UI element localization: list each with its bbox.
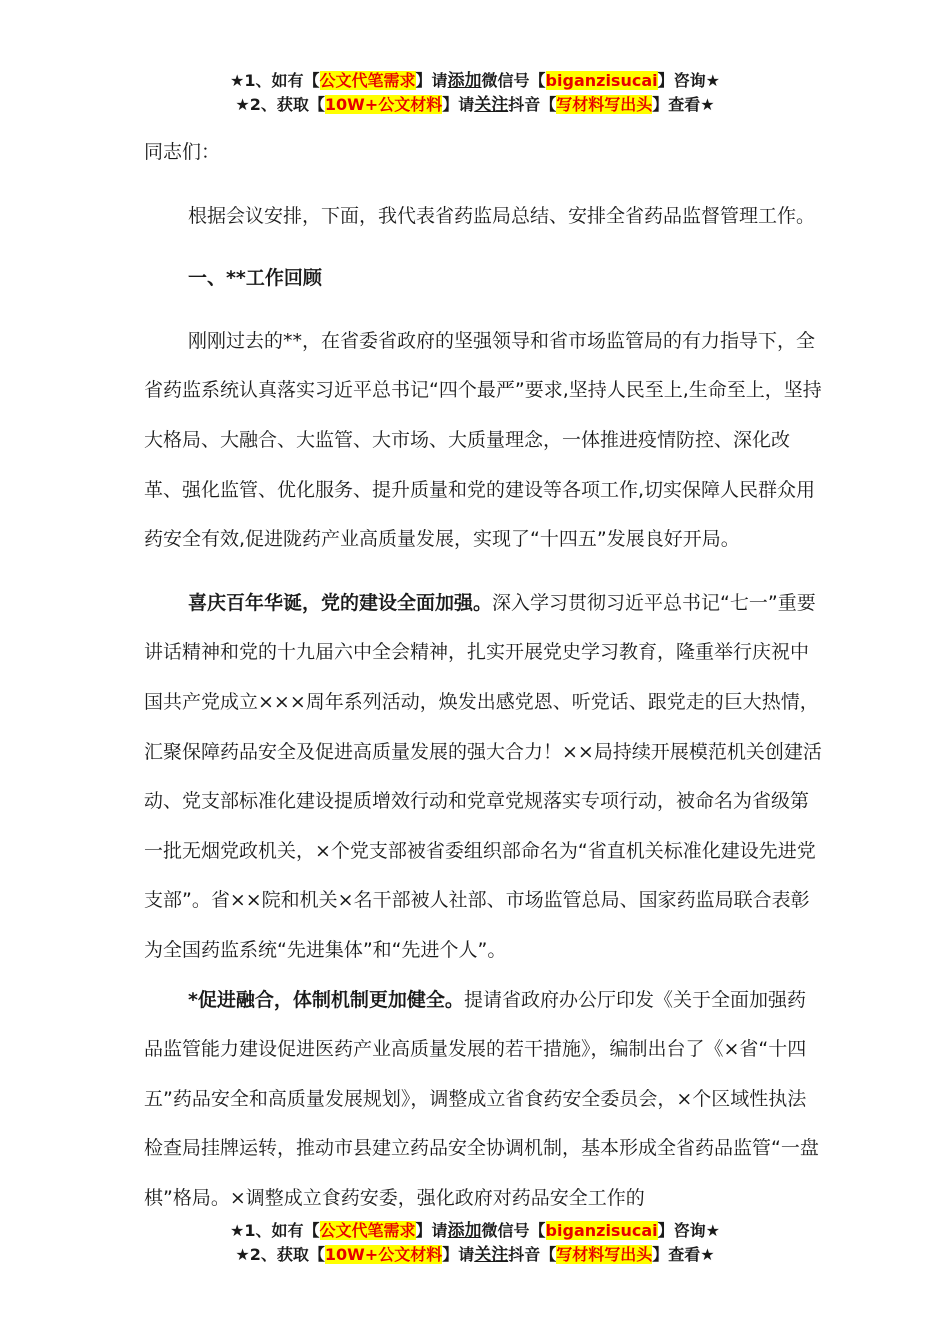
promo-underlined: 添加 bbox=[447, 71, 482, 91]
promo-text: 抖音【 bbox=[508, 1245, 557, 1264]
promo-underlined: 添加 bbox=[447, 1221, 482, 1241]
promo-banner-top bbox=[0, 69, 950, 117]
promo-highlight: 写材料写出头 bbox=[556, 95, 653, 114]
document-body bbox=[144, 128, 824, 1223]
promo-text: 】查看★ bbox=[652, 1245, 715, 1264]
promo-text: 微信号【 bbox=[481, 1221, 546, 1240]
promo-line-1 bbox=[0, 1219, 950, 1243]
paragraph-body: 深入学习贯彻习近平总书记“七一”重要讲话精神和党的十九届六中全会精神，扎实开展党史学习教育，隆重举行庆祝中国共产党成立×××周年系列活动，焕发出感党恩、听党话、跟党走的巨大热情，汇聚保障药品安全及促进高质量发展的强大合力！××局持续开展模范机关创建活动、党支部标准化建设提质增效行动和党章党规落实专项行动，被命名为省级第一批无烟党政机关，×个党支部被省委组织部命名为“省直机关标准化建设先进党支部”。省××院和机关×名干部被人社部、市场监管总局、国家药监局联合表彰为全国药监系统“先进集体”和“先进个人”。 bbox=[144, 591, 822, 961]
promo-banner-bottom bbox=[0, 1219, 950, 1267]
promo-text: 】查看★ bbox=[652, 95, 715, 114]
promo-line-1 bbox=[0, 69, 950, 93]
promo-text: ★2、获取【 bbox=[235, 95, 325, 114]
intro-paragraph: 根据会议安排，下面，我代表省药监局总结、安排全省药品监督管理工作。 bbox=[188, 204, 816, 227]
promo-underlined: 关注 bbox=[474, 95, 509, 115]
promo-text: 】请 bbox=[442, 95, 475, 114]
promo-text: 抖音【 bbox=[508, 95, 557, 114]
promo-highlight: biganzisucai bbox=[545, 1221, 658, 1240]
party-building-paragraph bbox=[144, 579, 824, 976]
paragraph-lead: *促进融合，体制机制更加健全。 bbox=[188, 988, 464, 1011]
promo-text: 】请 bbox=[442, 1245, 475, 1264]
promo-text: ★1、如有【 bbox=[230, 1221, 320, 1240]
promo-highlight: 10W+公文材料 bbox=[324, 1245, 443, 1264]
promo-underlined: 关注 bbox=[474, 1245, 509, 1265]
promo-text: 】咨询★ bbox=[657, 1221, 720, 1240]
promo-highlight: 10W+公文材料 bbox=[324, 95, 443, 114]
promo-highlight: 写材料写出头 bbox=[556, 1245, 653, 1264]
promo-line-2 bbox=[0, 93, 950, 117]
review-paragraph: 刚刚过去的**，在省委省政府的坚强领导和省市场监管局的有力指导下，全省药监系统认真落实习近平总书记“四个最严”要求,坚持人民至上,生命至上，坚持大格局、大融合、大监管、大市场、大质量理念，一体推进疫情防控、深化改革、强化监管、优化服务、提升质量和党的建设等各项工作,切实保障人民群众用药安全有效,促进陇药产业高质量发展，实现了“十四五”发展良好开局。 bbox=[144, 329, 822, 551]
promo-highlight: 公文代笔需求 bbox=[319, 1221, 416, 1240]
promo-text: 】请 bbox=[415, 71, 448, 90]
salutation: 同志们： bbox=[144, 141, 221, 163]
promo-text: 微信号【 bbox=[481, 71, 546, 90]
paragraph-lead: 喜庆百年华诞，党的建设全面加强。 bbox=[188, 591, 493, 614]
promo-highlight: biganzisucai bbox=[545, 71, 658, 90]
promo-text: ★2、获取【 bbox=[235, 1245, 325, 1264]
integration-paragraph bbox=[144, 976, 824, 1224]
paragraph-body: 提请省政府办公厅印发《关于全面加强药品监管能力建设促进医药产业高质量发展的若干措施》，编制出台了《×省“十四五”药品安全和高质量发展规划》，调整成立省食药安全委员会，×个区域性执法检查局挂牌运转，推动市县建立药品安全协调机制，基本形成全省药品监管“一盘棋”格局。×调整成立食药安委，强化政府对药品安全工作的 bbox=[144, 988, 819, 1209]
promo-highlight: 公文代笔需求 bbox=[319, 71, 416, 90]
section-heading: 一、**工作回顾 bbox=[188, 267, 322, 290]
promo-line-2 bbox=[0, 1243, 950, 1267]
promo-text: 】咨询★ bbox=[657, 71, 720, 90]
promo-text: ★1、如有【 bbox=[230, 71, 320, 90]
promo-text: 】请 bbox=[415, 1221, 448, 1240]
